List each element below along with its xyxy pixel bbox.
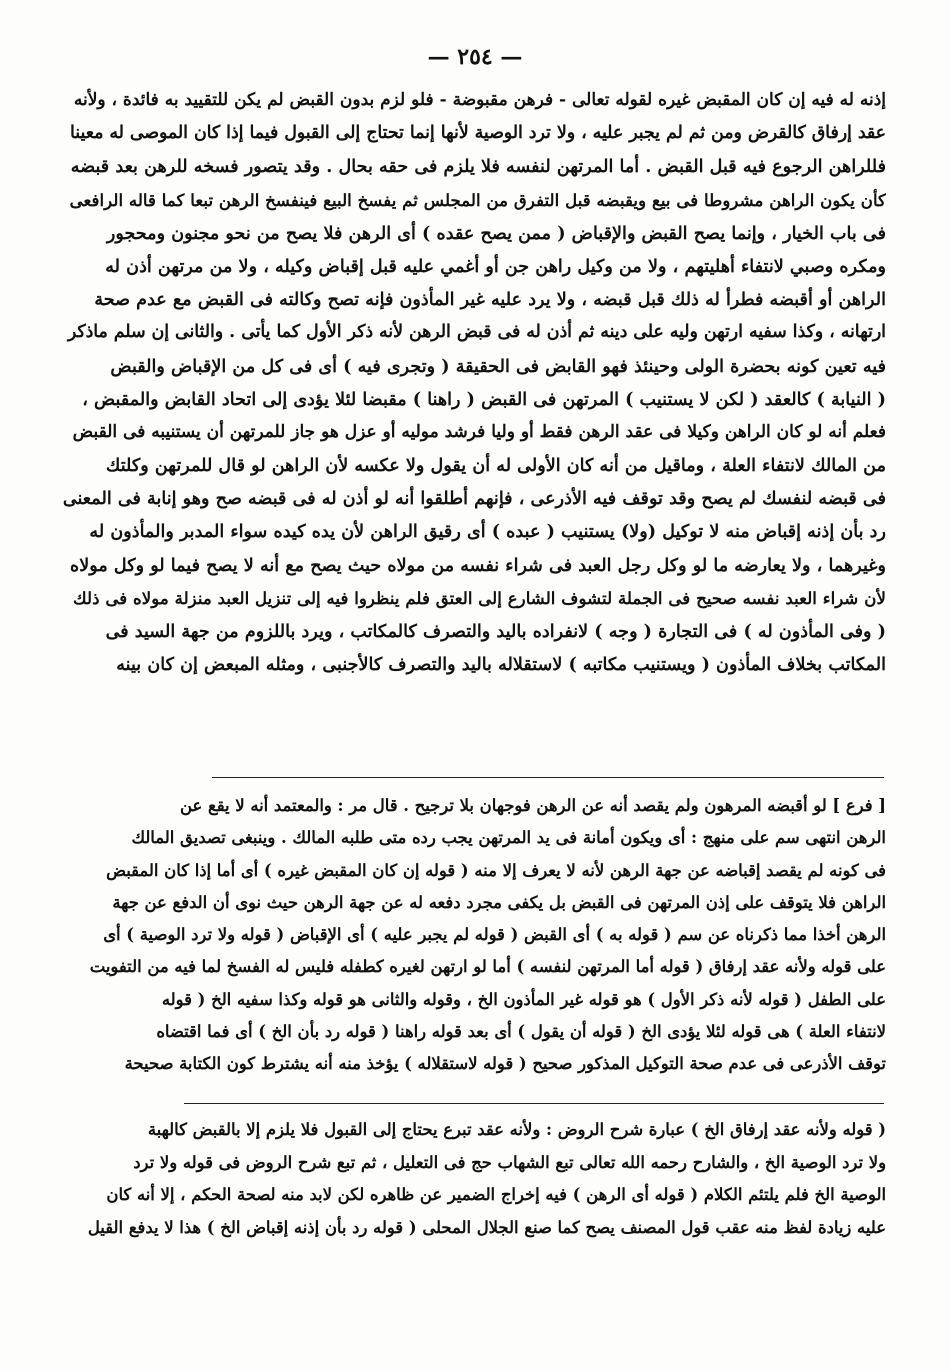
commentary-block <box>62 790 886 1081</box>
commentary-line: توقف الأذرعى فى عدم صحة التوكيل المذكور صحيح ( قوله لاستقلاله ) يؤخذ منه أنه يشترط كون الكتابة صحيحة <box>124 1054 886 1074</box>
commentary-line: الراهن فلا يتوقف على إذن المرتهن فى القبض بل يكفى مجرد دفعه له عن جهة الرهن حيث نوى أن الدفع عن جهة <box>112 892 886 912</box>
commentary-line: فى كونه لم يقصد إقباضه عن جهة الرهن لأنه لا يعرف إلا منه ( قوله إن كان المقبض غيره ) أى أما إذا كان المقبض <box>106 860 886 880</box>
commentary-line: على قوله ولأنه عقد إرفاق ( قوله أما المرتهن لنفسه ) أما لو ارتهن لغيره كطفله فليس له الفسخ لما فيه من التفويت <box>89 957 886 977</box>
gloss-line: عليه زيادة لفظ منه عقب قول المصنف يصح كما صنع الجلال المحلى ( قوله رد بأن إذنه إقباض الخ ) هذا لا يدفع القيل <box>87 1217 886 1237</box>
main-text-line: فى قبضه لنفسك لم يصح وقد توقف فيه الأذرعى ، فإنهم أطلقوا أنه لو أذن له فى قبضه صح وهو إنابة فى المعنى <box>62 488 886 510</box>
main-text-line: المكاتب بخلاف المأذون ( ويستنيب مكاتبه ) لاستقلاله باليد والتصرف كالأجنبى ، ومثله المبعض إن كان بينه <box>116 654 886 676</box>
main-text-line: الراهن أو أقبضه فطرأ له ذلك قبل قبضه ، ولا يرد عليه غير المأذون فإنه تصح وكالته فى القبض مع عدم صحة <box>94 289 886 311</box>
commentary-line: على الطفل ( قوله لأنه ذكر الأول ) هو قوله غير المأذون الخ ، وقوله والثانى هو قوله وكذا سفيه الخ ( قوله <box>161 989 886 1009</box>
gloss-line: ولا ترد الوصية الخ ، والشارح رحمه الله تعالى تبع الشهاب حج فى التعليل ، ثم تبع شرح الروض فى قوله ولا ترد <box>133 1152 886 1172</box>
gloss-block <box>62 1114 886 1244</box>
main-text-line: فيه تعين كونه بحضرة الولى وحينئذ فهو القابض فى الحقيقة ( وتجرى فيه ) أى فى كل من الإقباض والقبض <box>110 355 886 377</box>
main-text-line: فى باب الخيار ، وإنما يصح القبض والإقباض ( ممن يصح عقده ) أى الرهن فلا يصح من نحو مجنون ومحجور <box>106 222 886 244</box>
main-text-line: كأن يكون الراهن مشروطا فى بيع ويقبضه قبل التفرق من المجلس ثم يفسخ البيع فينفسخ الرهن تبعا كما قاله الرافعى <box>69 189 886 210</box>
main-text-line: ارتهانه ، وكذا سفيه ارتهن وليه على دينه ثم أذن له فى قبض الرهن لأنه ذكر الأول كما يأتى . والثانى إن سلم ماذكر <box>67 322 886 343</box>
main-text-line: ومكره وصبي لانتفاء أهليتهم ، ولا من وكيل راهن جن أو أغمي عليه قبل إقباض وكيله ، ولا من مرتهن أذن له <box>105 255 886 277</box>
section-divider <box>184 1103 884 1104</box>
commentary-line: الرهن انتهى سم على منهج : أى ويكون أمانة فى يد المرتهن يجب رده متى طلبه المالك . وينبغى تصديق المالك <box>131 828 886 848</box>
main-text-line: ( وفى المأذون له ) فى التجارة ( وجه ) لانفراده باليد والتصرف كالمكاتب ، ويرد باللزوم من جهة السيد فى <box>105 621 886 642</box>
gloss-line: الوصية الخ فلم يلتئم الكلام ( قوله أى الرهن ) فيه إخراج الضمير عن ظاهره لكن لابد منه لصحة الحكم ، إلا أنه كان <box>106 1185 886 1204</box>
commentary-line: [ فرع ] لو أقبضه المرهون ولم يقصد أنه عن الرهن فوجهان بلا ترجيح . قال مر : والمعتمد أنه لا يقع عن <box>180 796 886 815</box>
commentary-line: لانتفاء العلة ) هى قوله لئلا يؤدى الخ ( قوله أن يقول ) أى بعد قوله راهنا ( قوله رد بأن الخ ) أى فما اقتضاه <box>156 1022 886 1042</box>
main-text-block <box>62 84 886 681</box>
gloss-line: ( قوله ولأنه عقد إرفاق الخ ) عبارة شرح الروض : ولأنه عقد تبرع يحتاج إلى القبول فلا يلزم إلا بالقبض كالهبة <box>147 1120 886 1139</box>
commentary-line: الرهن أخذا مما ذكرناه عن سم ( قوله به ) أى القبض ( قوله لم يجبر عليه ) أى الإقباض ( قوله ولا ترد الوصية ) أى <box>103 925 886 945</box>
main-text-line: إذنه له فيه إن كان المقبض غيره لقوله تعالى - فرهن مقبوضة - فلو لزم بدون القبض لم يكن للتقييد به فائدة ، ولأنه <box>73 90 886 110</box>
main-text-line: فللراهن الرجوع فيه قبل القبض . أما المرتهن لنفسه فلا يلزم فى حقه بحال . وقد يتصور فسخه للرهن بعد قبضه <box>70 156 886 178</box>
main-text-line: ( النيابة ) كالعقد ( لكن لا يستنيب ) المرتهن فى القبض ( راهنا ) مقبضا لئلا يؤدى إلى اتحاد القابض والمقبض ، <box>82 388 886 410</box>
main-text-line: من المالك لانتفاء العلة ، وماقيل من أنه كان الأولى له أن يقول ولا عكسه لأن الراهن لو قال للمرتهن وكلتك <box>105 455 886 477</box>
section-divider <box>212 777 884 778</box>
page-number: — ٢٥٤ — <box>427 44 523 70</box>
main-text-line: فعلم أنه لو كان الراهن وكيلا فى عقد الرهن فقط أو وليا فرشد موليه أو عزل هو جاز للمرتهن أن يستنيبه فى القبض <box>72 421 886 442</box>
main-text-line: رد بأن إذنه إقباض منه لا توكيل (ولا) يستنيب ( عبده ) أى رقيق الراهن لأن يده كيده سواء المدبر والمأذون له <box>89 521 886 543</box>
main-text-line: وغيرهما ، ولا يعارضه ما لو وكل رجل العبد فى شراء نفسه من مولاه حيث يصح مع أنه لا يصح فيما لو وكل مولاه <box>69 554 886 576</box>
main-text-line: لأن شراء العبد نفسه صحيح فى الجملة لتشوف الشارع إلى العتق فلم ينظروا فيه إلى تنزيل العبد منزلة مولاه فى ذلك <box>72 587 886 608</box>
main-text-line: عقد إرفاق كالقرض ومن ثم لم يجبر عليه ، ولا ترد الوصية لأنها إنما تحتاج إلى القبول فيما إذا كان الموصى له معينا <box>70 123 886 144</box>
